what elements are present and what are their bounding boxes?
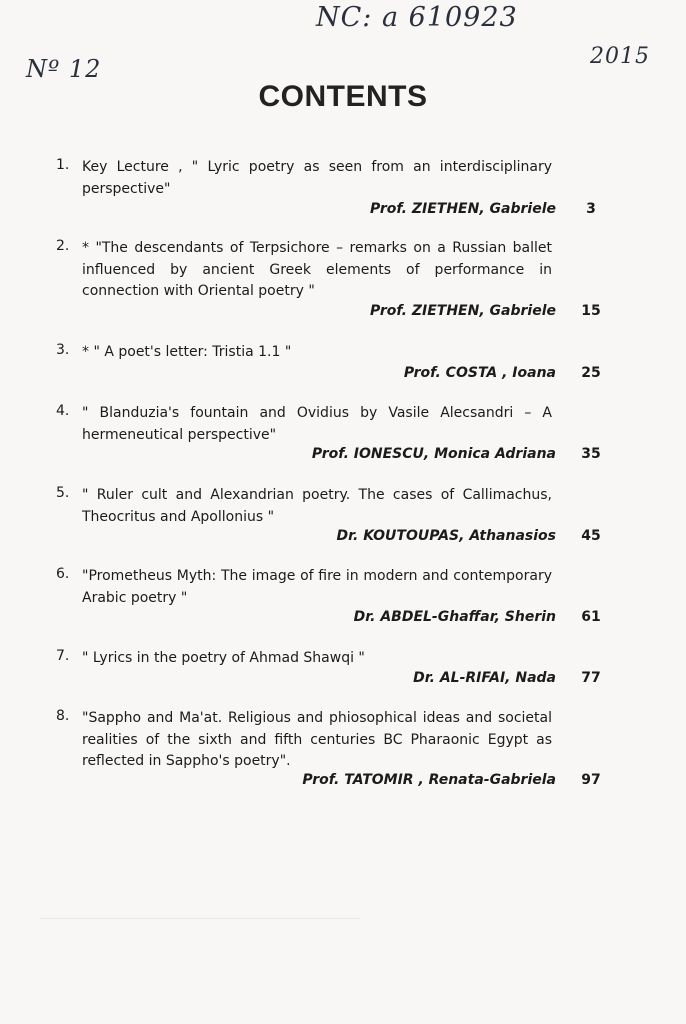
entry-title: " Ruler cult and Alexandrian poetry. The cases of Callimachus, Theocritus and Apollonius " bbox=[82, 487, 552, 525]
toc-entry bbox=[56, 238, 616, 319]
entry-title: " Lyrics in the poetry of Ahmad Shawqi " bbox=[82, 650, 365, 666]
toc-entry bbox=[56, 708, 616, 788]
entry-number: 4. bbox=[56, 403, 70, 419]
entry-title: "Prometheus Myth: The image of fire in modern and contemporary Arabic poetry " bbox=[82, 568, 552, 606]
entry-author: Prof. TATOMIR , Renata-Gabriela bbox=[302, 772, 556, 788]
entry-number: 6. bbox=[56, 566, 70, 582]
toc-entry bbox=[56, 485, 616, 544]
handwritten-catalog-number: NC: a 610923 bbox=[316, 2, 518, 33]
toc-entry bbox=[56, 566, 616, 625]
toc-entry bbox=[56, 342, 616, 381]
entry-number: 1. bbox=[56, 157, 70, 173]
toc-entry bbox=[56, 157, 616, 217]
entry-title: " Blanduzia's fountain and Ovidius by Vasile Alecsandri – A hermeneutical perspective" bbox=[82, 405, 552, 443]
page-title: CONTENTS bbox=[258, 80, 428, 113]
entry-title: * "The descendants of Terpsichore – remarks on a Russian ballet influenced by ancient Greek elements of performance in connection with Oriental poetry " bbox=[82, 240, 552, 299]
entry-author: Dr. AL-RIFAI, Nada bbox=[413, 670, 556, 686]
entry-number: 7. bbox=[56, 648, 70, 664]
entry-page-number: 25 bbox=[581, 365, 601, 381]
entry-page-number: 45 bbox=[581, 528, 601, 544]
entry-author: Prof. IONESCU, Monica Adriana bbox=[311, 446, 556, 462]
handwritten-year: 2015 bbox=[590, 44, 650, 69]
entry-title: Key Lecture , " Lyric poetry as seen from an interdisciplinary perspective" bbox=[82, 159, 552, 197]
entry-page-number: 35 bbox=[581, 446, 601, 462]
toc-entry bbox=[56, 403, 616, 462]
footer-rule bbox=[40, 918, 360, 919]
entry-author: Dr. KOUTOUPAS, Athanasios bbox=[336, 528, 556, 544]
entry-page-number: 15 bbox=[581, 303, 601, 319]
entry-author: Prof. COSTA , Ioana bbox=[403, 365, 556, 381]
entry-page-number: 77 bbox=[581, 670, 601, 686]
toc-entry bbox=[56, 648, 616, 686]
entry-number: 3. bbox=[56, 342, 70, 358]
entry-author: Prof. ZIETHEN, Gabriele bbox=[370, 303, 556, 319]
entry-author: Prof. ZIETHEN, Gabriele bbox=[370, 201, 556, 217]
entry-author: Dr. ABDEL-Ghaffar, Sherin bbox=[353, 609, 556, 625]
handwritten-issue-number: Nº 12 bbox=[26, 55, 102, 83]
entry-number: 5. bbox=[56, 485, 70, 501]
entry-title: * " A poet's letter: Tristia 1.1 " bbox=[82, 344, 292, 360]
entry-title: "Sappho and Ma'at. Religious and phiosophical ideas and societal realities of the sixth and fifth centuries BC Pharaonic Egypt as reflected in Sappho's poetry". bbox=[82, 710, 552, 769]
entry-number: 2. bbox=[56, 238, 70, 254]
entry-page-number: 61 bbox=[581, 609, 601, 625]
entry-number: 8. bbox=[56, 708, 70, 724]
entry-page-number: 97 bbox=[581, 772, 601, 788]
entry-page-number: 3 bbox=[586, 201, 596, 217]
